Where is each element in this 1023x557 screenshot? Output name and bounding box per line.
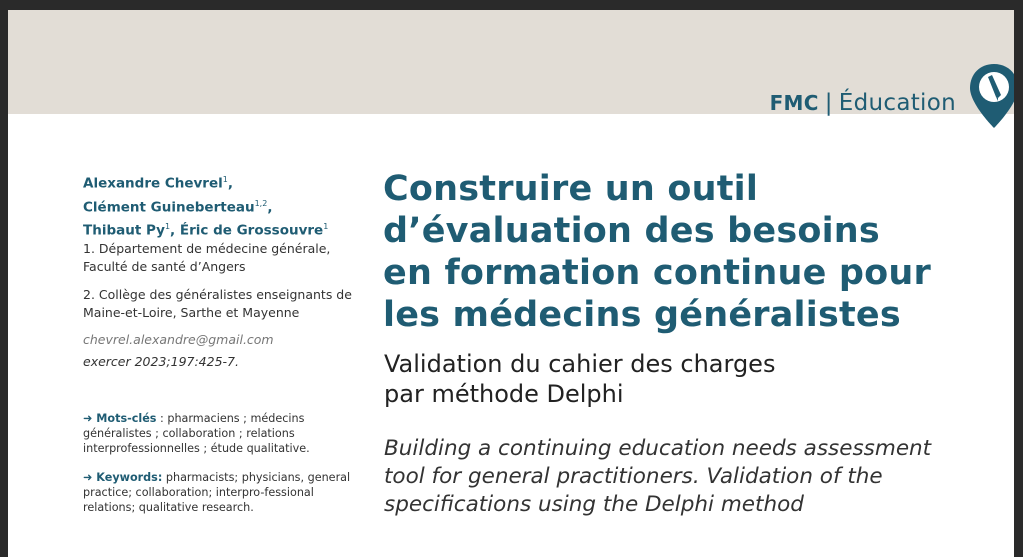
keywords-fr-text: : pharmaciens ; médecins généralistes ; collaboration ; relations interprofessionnelles ; étude qualitative. <box>83 412 310 455</box>
keywords-fr-label: ➜ Mots-clés <box>83 412 157 425</box>
contact-email[interactable]: chevrel.alexandre@gmail.com <box>83 332 274 347</box>
author-affiliation-mark: 1,2 <box>254 198 268 208</box>
author-name: Alexandre Chevrel <box>83 175 223 192</box>
article-title: Construire un outil d’évaluation des besoins en formation continue pour les médecins généralistes <box>383 169 932 335</box>
rubric-separator: | <box>824 90 833 116</box>
affiliation-2: 2. Collège des généralistes enseignants de Maine-et-Loire, Sarthe et Mayenne <box>83 287 352 320</box>
author-affiliation-mark: 1 <box>164 222 171 231</box>
article-page <box>8 10 1014 557</box>
article-subtitle: Validation du cahier des charges par méthode Delphi <box>384 350 776 408</box>
keywords-en <box>83 470 355 515</box>
rubric-section: Éducation <box>838 90 956 116</box>
citation: exercer 2023;197:425-7. <box>83 354 239 369</box>
author-affiliation-mark: 1 <box>222 175 228 184</box>
keywords-en-label: ➜ Keywords: <box>83 471 163 484</box>
author-name: Éric de Grossouvre <box>179 222 324 239</box>
author-name: Clément Guineberteau <box>83 199 255 215</box>
article-english-title: Building a continuing education needs assessment tool for general practitioners. Validation of the specifications using the Delphi method <box>384 436 932 517</box>
author-list: Alexandre Chevrel$^1$, Clément Guineberteau$^{1,2}$, Thibaut Py$^1$, Éric de Grossouvre$^1$ <box>83 175 329 239</box>
pen-location-pin-icon <box>968 62 1014 130</box>
keywords-fr <box>83 411 355 456</box>
author-affiliation-mark: 1 <box>323 222 329 231</box>
keywords-en-text: pharmacists; physicians, general practice; collaboration; interpro-fessional relations; qualitative research. <box>83 471 351 514</box>
rubric-fmc: FMC <box>769 91 819 115</box>
author-name: Thibaut Py <box>83 222 165 239</box>
affiliation-1: 1. Département de médecine générale, Faculté de santé d’Angers <box>83 241 331 274</box>
section-rubric <box>770 90 956 116</box>
